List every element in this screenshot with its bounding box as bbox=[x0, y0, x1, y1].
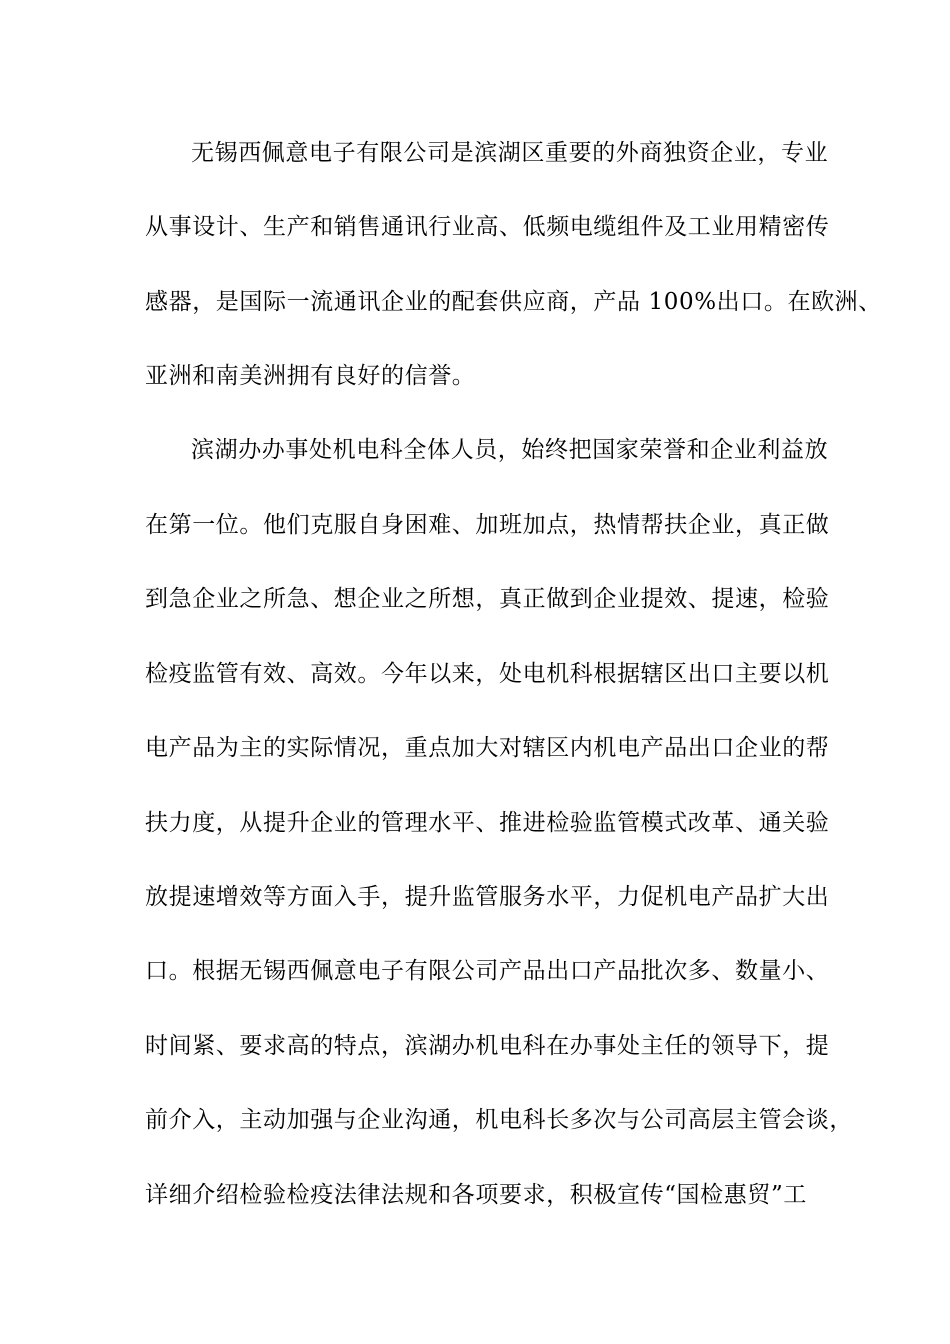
text-line: 扶力度，从提升企业的管理水平、推进检验监管模式改革、通关验 bbox=[145, 810, 830, 836]
text-line: 口。根据无锡西佩意电子有限公司产品出口产品批次多、数量小、 bbox=[145, 958, 830, 984]
text-line: 无锡西佩意电子有限公司是滨湖区重要的外商独资企业，专业 bbox=[191, 140, 829, 166]
text-line: 从事设计、生产和销售通讯行业高、低频电缆组件及工业用精密传 bbox=[145, 214, 830, 240]
text-line: 到急企业之所急、想企业之所想，真正做到企业提效、提速，检验 bbox=[145, 586, 830, 612]
text-line: 详细介绍检验检疫法律法规和各项要求，积极宣传“国检惠贸”工 bbox=[145, 1182, 807, 1208]
text-line: 在第一位。他们克服自身困难、加班加点，热情帮扶企业，真正做 bbox=[145, 512, 830, 538]
text-line: 时间紧、要求高的特点，滨湖办机电科在办事处主任的领导下，提 bbox=[145, 1033, 830, 1059]
text-line: 放提速增效等方面入手，提升监管服务水平，力促机电产品扩大出 bbox=[145, 884, 830, 910]
text-line: 亚洲和南美洲拥有良好的信誉。 bbox=[145, 363, 476, 389]
text-line: 电产品为主的实际情况，重点加大对辖区内机电产品出口企业的帮 bbox=[145, 735, 830, 761]
text-line: 感器，是国际一流通讯企业的配套供应商，产品 100%出口。在欧洲、 bbox=[145, 289, 882, 315]
text-line: 滨湖办办事处机电科全体人员，始终把国家荣誉和企业利益放 bbox=[191, 437, 829, 463]
text-line: 检疫监管有效、高效。今年以来，处电机科根据辖区出口主要以机 bbox=[145, 661, 830, 687]
text-line: 前介入，主动加强与企业沟通，机电科长多次与公司高层主管会谈， bbox=[145, 1107, 853, 1133]
